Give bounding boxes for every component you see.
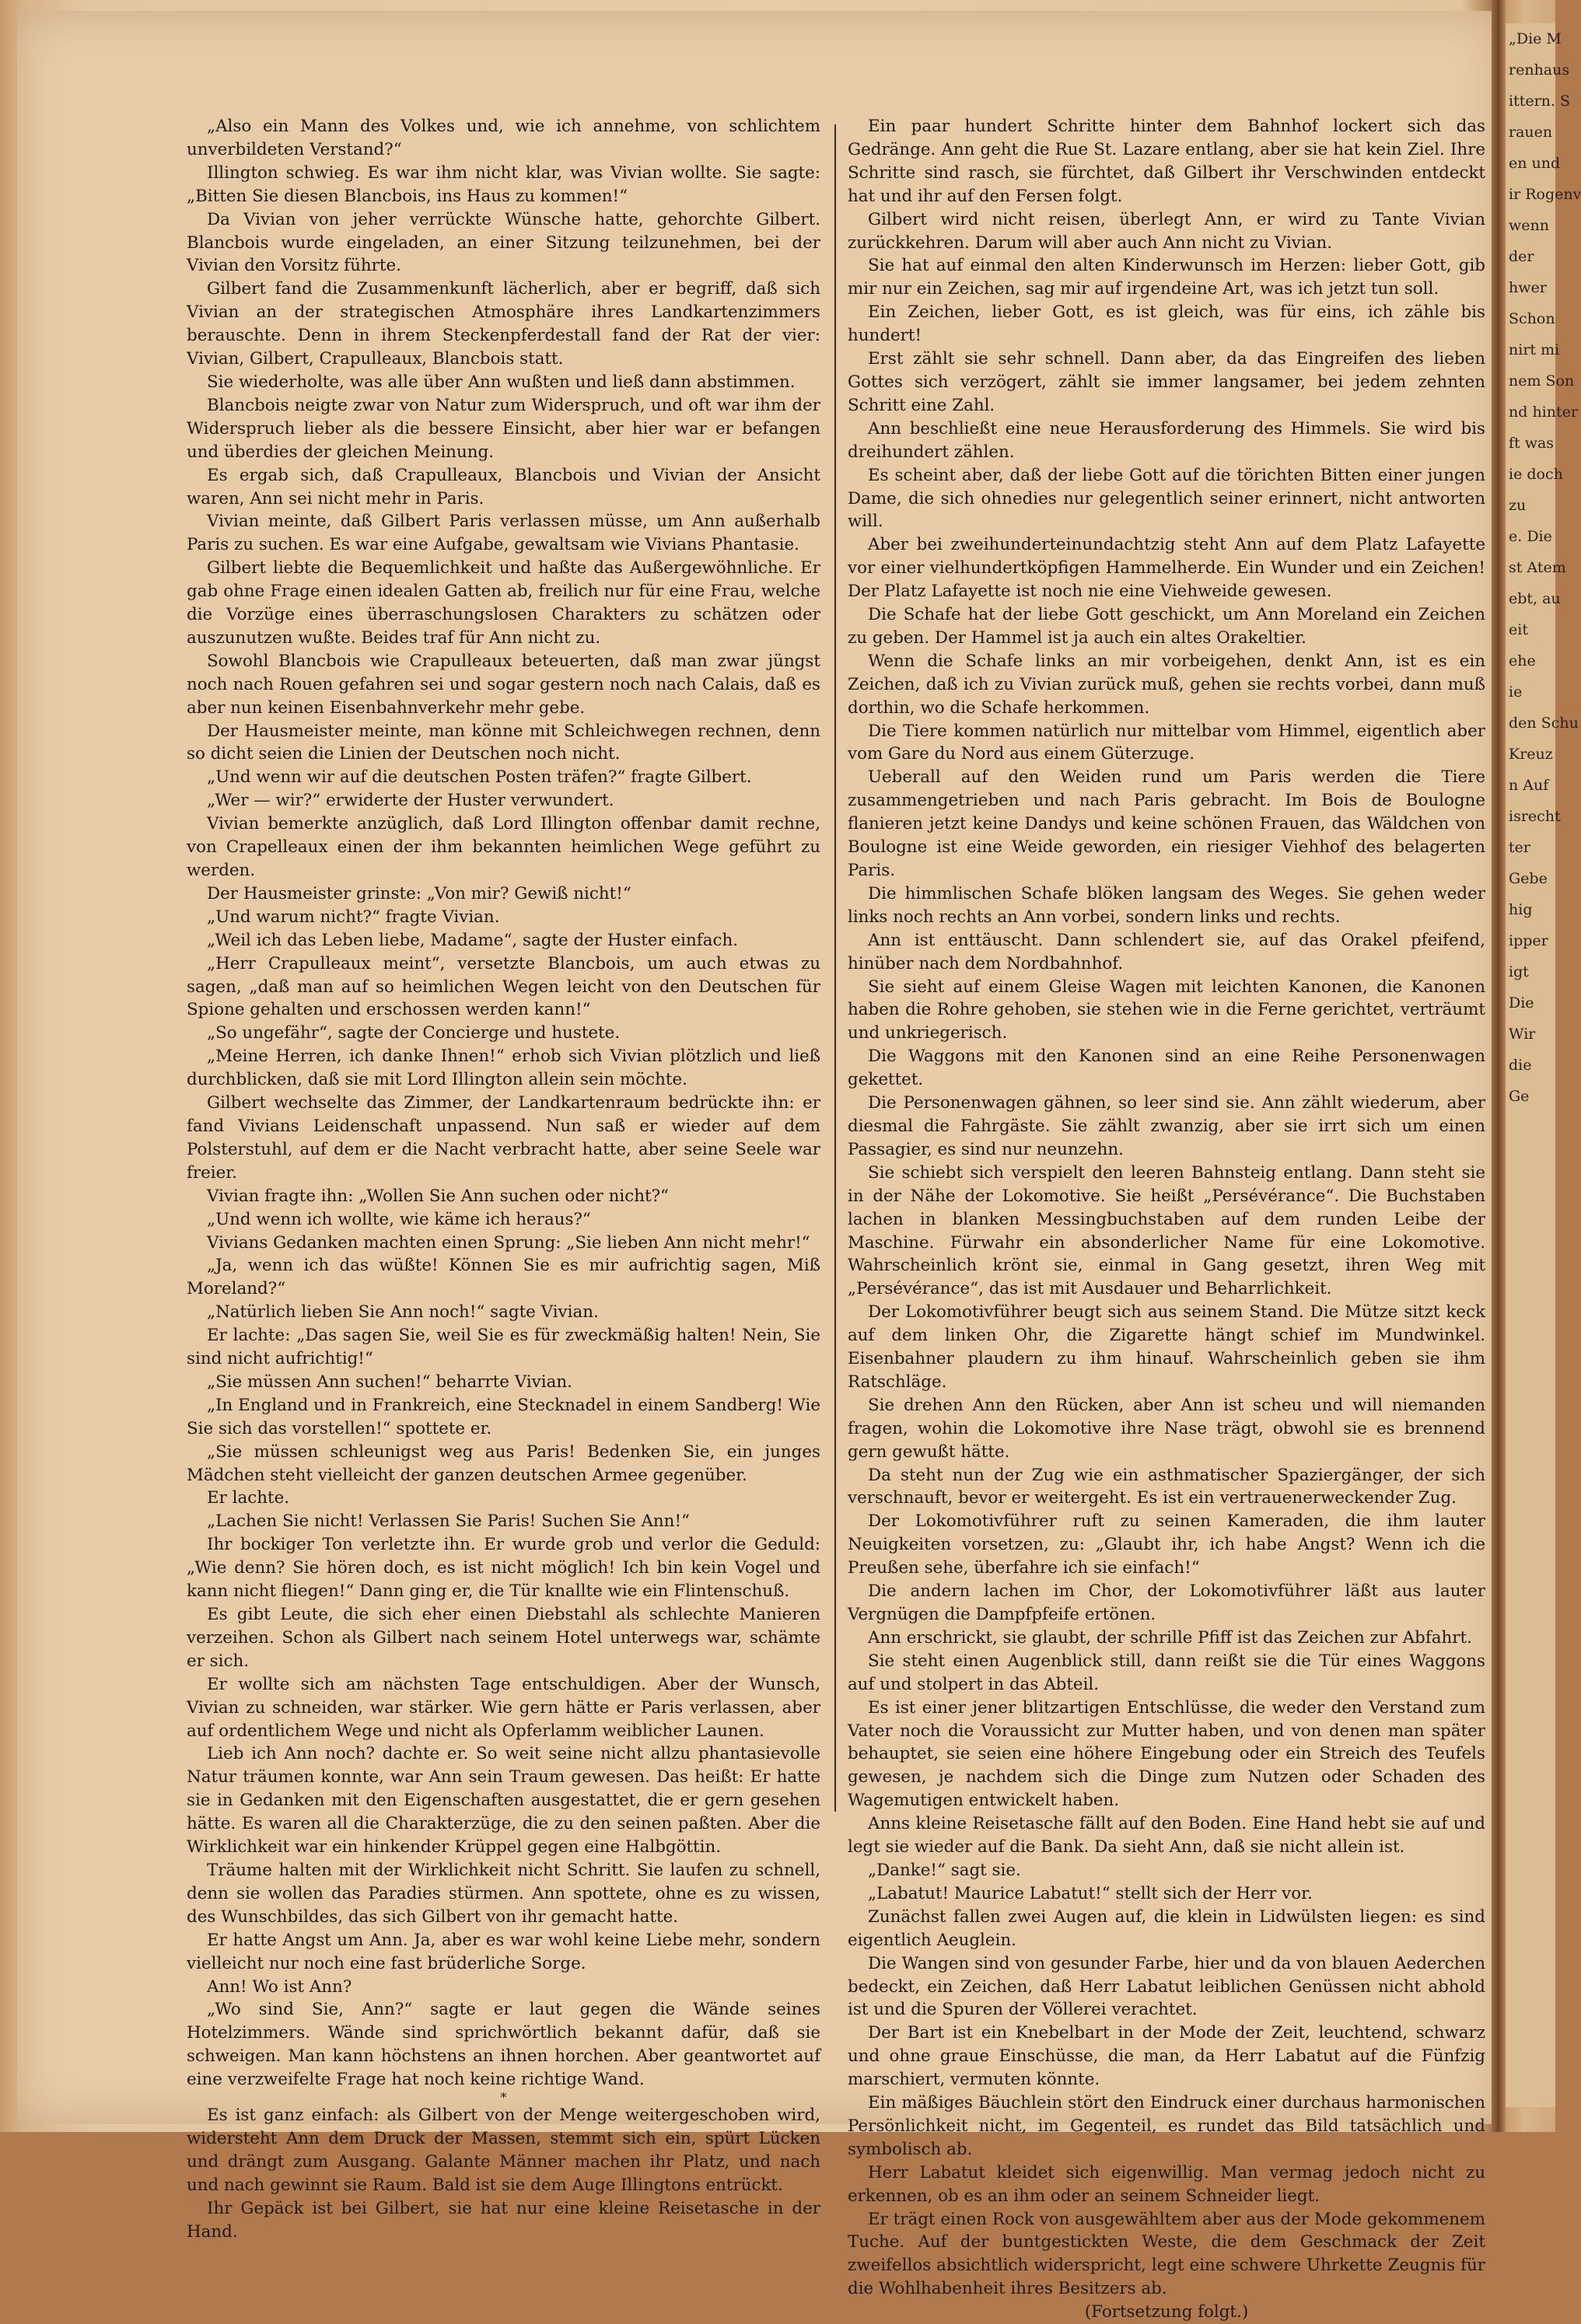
next-page-fragment: e. Die bbox=[1509, 528, 1552, 545]
next-page-fragment: renhaus bbox=[1509, 61, 1570, 79]
next-page-fragment: Gebe bbox=[1509, 870, 1548, 887]
paragraph: Die Tiere kommen natürlich nur mittelbar vom Himmel, eigentlich aber vom Gare du Nord aus einem Güterzuge. bbox=[848, 721, 1485, 764]
paragraph: Sie sieht auf einem Gleise Wagen mit leichten Kanonen, die Kanonen haben die Rohre gehoben, sie stehen wie in die Ferne gerichtet, verträumt und unkriegerisch. bbox=[848, 977, 1485, 1043]
paragraph: „Natürlich lieben Sie Ann noch!“ sagte Vivian. bbox=[207, 1302, 599, 1323]
paragraph: Er hatte Angst um Ann. Ja, aber es war wohl keine Liebe mehr, sondern vielleicht nur noch eine fast brüderliche Sorge. bbox=[187, 1930, 820, 1973]
paragraph: „Sie müssen Ann suchen!“ beharrte Vivian. bbox=[207, 1372, 572, 1392]
paragraph: Ann beschließt eine neue Herausforderung des Himmels. Sie wird bis dreihundert zählen. bbox=[848, 418, 1485, 462]
paragraph: „Lachen Sie nicht! Verlassen Sie Paris! Suchen Sie Ann!“ bbox=[207, 1511, 690, 1532]
paragraph: Ihr bockiger Ton verletzte ihn. Er wurde grob und verlor die Geduld: „Wie denn? Sie hören doch, es ist nicht möglich! Ich bin kein Vogel und kann nicht fliegen!“ Dann ging er, die Tür knallte wie ein Flintenschuß. bbox=[187, 1535, 820, 1602]
paragraph: Er lachte. bbox=[207, 1488, 290, 1508]
paragraph: Ein mäßiges Bäuchlein stört den Eindruck einer durchaus harmonischen Persönlichkeit nicht, im Gegenteil, es rundet das Bild tatsächlich und symbolisch ab. bbox=[848, 2093, 1485, 2159]
paragraph: Vivians Gedanken machten einen Sprung: „Sie lieben Ann nicht mehr!“ bbox=[207, 1232, 810, 1253]
paragraph: „Und warum nicht?“ fragte Vivian. bbox=[207, 907, 500, 927]
paragraph: Ihr Gepäck ist bei Gilbert, sie hat nur eine kleine Reisetasche in der Hand. bbox=[187, 2198, 820, 2242]
paragraph: „Wer — wir?“ erwiderte der Huster verwundert. bbox=[207, 791, 614, 811]
paragraph: Gilbert wird nicht reisen, überlegt Ann, er wird zu Tante Vivian zurückkehren. Darum will aber auch Ann nicht zu Vivian. bbox=[848, 209, 1485, 253]
paragraph: (Fortsetzung folgt.) bbox=[1084, 2302, 1249, 2322]
paragraph: Ein Zeichen, lieber Gott, es ist gleich, was für eins, ich zähle bis hundert! bbox=[848, 302, 1485, 346]
paragraph: „Sie müssen schleunigst weg aus Paris! Bedenken Sie, ein junges Mädchen steht vielleicht der ganzen deutschen Armee gegenüber. bbox=[187, 1442, 820, 1485]
paragraph: Ueberall auf den Weiden rund um Paris werden die Tiere zusammengetrieben und nach Paris gebracht. Im Bois de Boulogne flanieren jetzt keine Dandys und keine schönen Frauen, das Wäldchen von Boulogne ist eine Weide geworden, ein riesiger Viehhof des belagerten Paris. bbox=[848, 767, 1485, 880]
paragraph: Sie steht einen Augenblick still, dann reißt sie die Tür eines Waggons auf und stolpert in das Abteil. bbox=[848, 1651, 1485, 1694]
paragraph: Ann ist enttäuscht. Dann schlendert sie, auf das Orakel pfeifend, hinüber nach dem Nordbahnhof. bbox=[848, 930, 1485, 973]
next-page-fragment: nd hinter bbox=[1509, 404, 1578, 421]
next-page-fragment: rauen bbox=[1509, 124, 1553, 141]
paragraph: Blancbois neigte zwar von Natur zum Widerspruch, und oft war ihm der Widerspruch lieber als die bessere Einsicht, aber hier war er befangen und überdies der gleichen Meinung. bbox=[187, 395, 820, 462]
next-page-fragment: wenn bbox=[1509, 217, 1549, 234]
next-page-fragment: isrecht bbox=[1509, 808, 1561, 825]
paragraph: Erst zählt sie sehr schnell. Dann aber, da das Eingreifen des lieben Gottes sich verzögert, zählt sie immer langsamer, bei jedem zehnten Schritt eine Zahl. bbox=[848, 349, 1485, 415]
paragraph: Illington schwieg. Es war ihm nicht klar, was Vivian wollte. Sie sagte: „Bitten Sie diesen Blancbois, ins Haus zu kommen!“ bbox=[187, 163, 820, 206]
paragraph: Vivian meinte, daß Gilbert Paris verlassen müsse, um Ann außerhalb Paris zu suchen. Es war eine Aufgabe, gewaltsam wie Vivians Phantasie. bbox=[187, 512, 820, 555]
paragraph: Die Personenwagen gähnen, so leer sind sie. Ann zählt wiederum, aber diesmal die Fahrgäste. Sie zählt zwanzig, aber sie irrt sich um einen Passagier, es sind nur neunzehn. bbox=[848, 1093, 1485, 1159]
paragraph: Er lachte: „Das sagen Sie, weil Sie es für zweckmäßig halten! Nein, Sie sind nicht aufrichtig!“ bbox=[187, 1326, 820, 1369]
paragraph: Es ist ganz einfach: als Gilbert von der Menge weitergeschoben wird, widersteht Ann dem Druck der Massen, stemmt sich ein, spürt Lücken und drängt zum Ausgang. Galante Männer machen ihr Platz, und nach und nach gewinnt sie Raum. Bald ist sie dem Auge Illingtons entrückt. bbox=[187, 2106, 820, 2195]
next-page-fragment: n Auf bbox=[1509, 777, 1549, 794]
paragraph: Lieb ich Ann noch? dachte er. So weit seine nicht allzu phantasievolle Natur träumen konnte, war Ann sein Traum gewesen. Das heißt: Er hatte sie in Gedanken mit den Eigenschaften ausgestattet, die er gern gesehen hätte. Es waren all die Charakterzüge, die zu den seinen paßten. Aber die Wirklichkeit war ein hinkender Krüppel gegen eine Halbgöttin. bbox=[187, 1744, 820, 1857]
next-page-fragment: ie bbox=[1509, 683, 1523, 701]
paragraph: Die Schafe hat der liebe Gott geschickt, um Ann Moreland ein Zeichen zu geben. Der Hammel ist ja auch ein altes Orakeltier. bbox=[848, 605, 1485, 648]
next-page-fragment: eit bbox=[1509, 621, 1528, 638]
paragraph: Die andern lachen im Chor, der Lokomotivführer läßt aus lauter Vergnügen die Dampfpfeife ertönen. bbox=[848, 1581, 1485, 1624]
paragraph: Vivian fragte ihn: „Wollen Sie Ann suchen oder nicht?“ bbox=[207, 1186, 669, 1206]
paragraph: Es scheint aber, daß der liebe Gott auf die törichten Bitten einer jungen Dame, die sich ohnedies nur gelegentlich seiner erinnert, nicht antworten will. bbox=[848, 465, 1485, 532]
next-page-edge bbox=[1506, 23, 1581, 2107]
next-page-fragment: hig bbox=[1509, 901, 1533, 918]
paragraph: „Weil ich das Leben liebe, Madame“, sagte der Huster einfach. bbox=[207, 930, 739, 950]
next-page-fragment: Kreuz bbox=[1509, 746, 1553, 763]
paragraph: Anns kleine Reisetasche fällt auf den Boden. Eine Hand hebt sie auf und legt sie wieder auf die Bank. Da sieht Ann, daß sie nicht allein ist. bbox=[848, 1814, 1485, 1857]
paragraph: Der Hausmeister grinste: „Von mir? Gewiß nicht!“ bbox=[207, 883, 631, 903]
paragraph: Wenn die Schafe links an mir vorbeigehen, denkt Ann, ist es ein Zeichen, daß ich zu Vivian zurück muß, gehen sie rechts vorbei, dann muß dorthin, wo die Schafe herkommen. bbox=[848, 651, 1485, 718]
paragraph: Vivian bemerkte anzüglich, daß Lord Illington offenbar damit rechne, von Crapelleaux einen der ihm bekannten heimlichen Wege geführt zu werden. bbox=[187, 814, 820, 880]
paragraph: Die Wangen sind von gesunder Farbe, hier und da von blauen Aederchen bedeckt, ein Zeichen, daß Herr Labatut leiblichen Genüssen nicht abhold ist und die Spuren der Völlerei verachtet. bbox=[848, 1953, 1485, 2020]
next-page-fragment: Wir bbox=[1509, 1026, 1536, 1043]
paragraph: „In England und in Frankreich, eine Stecknadel in einem Sandberg! Wie Sie sich das vorstellen!“ spottete er. bbox=[187, 1395, 820, 1438]
paragraph: Herr Labatut kleidet sich eigenwillig. Man vermag jedoch nicht zu erkennen, ob es an ihm oder an seinem Schneider liegt. bbox=[848, 2162, 1485, 2206]
paragraph: „So ungefähr“, sagte der Concierge und hustete. bbox=[207, 1023, 621, 1043]
paragraph: Sie schiebt sich verspielt den leeren Bahnsteig entlang. Dann steht sie in der Nähe der Lokomotive. Sie heißt „Persévérance“. Die Buchstaben lachen in blanken Messingbuchstaben auf dem runden Leibe der Maschine. Fürwahr ein absonderlicher Name für eine Lokomotive. Wahrscheinlich krönt sie, einmal in Gang gesetzt, ihren Weg mit „Persévérance“, das ist mit Ausdauer und Beharrlichkeit. bbox=[848, 1162, 1485, 1299]
paragraph: Es ergab sich, daß Crapulleaux, Blancbois und Vivian der Ansicht waren, Ann sei nicht mehr in Paris. bbox=[187, 465, 820, 508]
paragraph: Der Bart ist ein Knebelbart in der Mode der Zeit, leuchtend, schwarz und ohne graue Einschüsse, die man, da Herr Labatut auf die Fünfzig marschiert, vermuten könnte. bbox=[848, 2023, 1485, 2090]
paragraph: Gilbert fand die Zusammenkunft lächerlich, aber er begriff, daß sich Vivian an der strategischen Atmosphäre ihres Landkartenzimmers berauschte. Denn in ihrem Steckenpferdestall fand der Rat der vier: Vivian, Gilbert, Crapulleaux, Blancbois statt. bbox=[187, 279, 820, 369]
paragraph: „Und wenn ich wollte, wie käme ich heraus?“ bbox=[207, 1209, 591, 1229]
paragraph: Zunächst fallen zwei Augen auf, die klein in Lidwülsten liegen: es sind eigentlich Aeuglein. bbox=[848, 1906, 1485, 1950]
paragraph: Sie hat auf einmal den alten Kinderwunsch im Herzen: lieber Gott, gib mir nur ein Zeichen, sag mir auf irgendeine Art, was ich jetzt tun soll. bbox=[848, 256, 1485, 299]
next-page-fragment: nirt mi bbox=[1509, 341, 1560, 358]
paragraph: Da steht nun der Zug wie ein asthmatischer Spaziergänger, der sich verschnauft, bevor er weitergeht. Es ist ein vertrauenerweckender Zug. bbox=[848, 1465, 1485, 1508]
paragraph: „Danke!“ sagt sie. bbox=[868, 1860, 1021, 1880]
next-page-fragment: Ge bbox=[1509, 1088, 1530, 1105]
next-page-fragment: „Die M bbox=[1509, 30, 1562, 47]
next-page-fragment: ft was bbox=[1509, 435, 1555, 452]
next-page-fragment: Die bbox=[1509, 994, 1534, 1012]
next-page-fragment: ipper bbox=[1509, 932, 1548, 949]
paragraph: Es ist einer jener blitzartigen Entschlüsse, die weder den Verstand zum Vater noch die Voraussicht zur Mutter haben, und von denen man später behauptet, sie seien eine höhere Eingebung oder ein Streich des Teufels gewesen, je nachdem sich die Dinge zum Nutzen oder Schaden des Wagemutigen entwickelt haben. bbox=[848, 1697, 1485, 1811]
paragraph: „Wo sind Sie, Ann?“ sagte er laut gegen die Wände seines Hotelzimmers. Wände sind sprichwörtlich bekannt dafür, daß sie schweigen. Man kann höchstens an ihnen horchen. Aber geantwortet auf eine verzweifelte Frage hat noch keine richtige Wand. bbox=[187, 2000, 820, 2090]
right-column bbox=[848, 115, 1485, 2324]
paragraph: „Labatut! Maurice Labatut!“ stellt sich der Herr vor. bbox=[868, 1883, 1313, 1903]
next-page-fragment: st Atem bbox=[1509, 559, 1566, 576]
paragraph: Der Lokomotivführer beugt sich aus seinem Stand. Die Mütze sitzt keck auf dem linken Ohr, die Zigarette hängt schief im Mundwinkel. Eisenbahner plaudern zu ihm hinauf. Wahrscheinlich geben sie ihm Ratschläge. bbox=[848, 1302, 1485, 1392]
paragraph: * bbox=[500, 2090, 507, 2106]
paragraph: Sie drehen Ann den Rücken, aber Ann ist scheu und will niemanden fragen, wohin die Lokomotive ihre Nase trägt, obwohl sie es brennend gern gewußt hätte. bbox=[848, 1395, 1485, 1462]
next-page-fragment: en und bbox=[1509, 155, 1561, 172]
paragraph: Der Hausmeister meinte, man könne mit Schleichwegen rechnen, denn so dicht seien die Linien der Deutschen noch nicht. bbox=[187, 721, 820, 764]
next-page-fragment: ebt, au bbox=[1509, 590, 1561, 607]
next-page-fragment: den Schu bbox=[1509, 715, 1579, 732]
book-gutter bbox=[1492, 0, 1506, 2132]
paragraph: Sie wiederholte, was alle über Ann wußten und ließ dann abstimmen. bbox=[207, 372, 796, 392]
paragraph: „Herr Crapulleaux meint“, versetzte Blancbois, um auch etwas zu sagen, „daß man auf so heimlichen Wegen leicht von den Deutschen für Spione gehalten und erschossen werden kann!“ bbox=[187, 953, 820, 1020]
next-page-fragment: ter bbox=[1509, 839, 1530, 856]
paragraph: Sowohl Blancbois wie Crapulleaux beteuerten, daß man zwar jüngst noch nach Rouen gefahren sei und sogar gestern noch nach Calais, daß es aber nun keinen Eisenbahnverkehr mehr gebe. bbox=[187, 651, 820, 718]
paragraph: Ann erschrickt, sie glaubt, der schrille Pfiff ist das Zeichen zur Abfahrt. bbox=[868, 1627, 1472, 1648]
paragraph: Er wollte sich am nächsten Tage entschuldigen. Aber der Wunsch, Vivian zu schneiden, war stärker. Wie gern hätte er Paris verlassen, aber auf ordentlichem Wege und nicht als Opferlamm weiblicher Launen. bbox=[187, 1674, 820, 1741]
paragraph: Aber bei zweihunderteinundachtzig steht Ann auf dem Platz Lafayette vor einer vielhundertköpfigen Hammelherde. Ein Wunder und ein Zeichen! Der Platz Lafayette ist noch nie eine Viehweide gewesen. bbox=[848, 535, 1485, 602]
paragraph: Ann! Wo ist Ann? bbox=[207, 1976, 352, 1997]
next-page-fragment: zu bbox=[1509, 497, 1527, 514]
next-page-fragment: hwer bbox=[1509, 279, 1547, 296]
next-page-fragment: ehe bbox=[1509, 652, 1536, 669]
paragraph: Da Vivian von jeher verrückte Wünsche hatte, gehorchte Gilbert. Blancbois wurde eingeladen, an einer Sitzung teilzunehmen, bei der Vivian den Vorsitz führte. bbox=[187, 209, 820, 276]
paragraph: Gilbert wechselte das Zimmer, der Landkartenraum bedrückte ihn: er fand Vivians Leidenschaft unpassend. Nun saß er wieder auf dem Polsterstuhl, auf dem er die Nacht verbracht hatte, aber seine Seele war freier. bbox=[187, 1093, 820, 1183]
paragraph: „Meine Herren, ich danke Ihnen!“ erhob sich Vivian plötzlich und ließ durchblicken, daß sie mit Lord Illington allein sein möchte. bbox=[187, 1047, 820, 1090]
next-page-fragment: der bbox=[1509, 248, 1534, 265]
next-page-fragment: igt bbox=[1509, 963, 1529, 980]
next-page-fragment: die bbox=[1509, 1057, 1532, 1074]
paragraph: Träume halten mit der Wirklichkeit nicht Schritt. Sie laufen zu schnell, denn sie wollen das Paradies stürmen. Ann spottete, ohne es zu wissen, des Wunschbildes, das sich Gilbert von ihr gemacht hatte. bbox=[187, 1860, 820, 1927]
paragraph: Ein paar hundert Schritte hinter dem Bahnhof lockert sich das Gedränge. Ann geht die Rue St. Lazare entlang, aber sie hat kein Ziel. Ihre Schritte sind rasch, sie fürchtet, daß Gilbert ihr Verschwinden entdeckt hat und ihr auf den Fersen folgt. bbox=[848, 117, 1485, 206]
paragraph: „Ja, wenn ich das wüßte! Können Sie es mir aufrichtig sagen, Miß Moreland?“ bbox=[187, 1256, 820, 1299]
paragraph: Es gibt Leute, die sich eher einen Diebstahl als schlechte Manieren verzeihen. Schon als Gilbert nach seinem Hotel unterwegs war, schämte er sich. bbox=[187, 1605, 820, 1671]
paragraph: Der Lokomotivführer ruft zu seinen Kameraden, die ihm lauter Neuigkeiten vorsetzen, zu: „Glaubt ihr, ich habe Angst? Wenn ich die Preußen sehe, überfahre ich sie einfach!“ bbox=[848, 1511, 1485, 1578]
next-page-fragment: Schon bbox=[1509, 310, 1555, 327]
paragraph: „Und wenn wir auf die deutschen Posten träfen?“ fragte Gilbert. bbox=[207, 767, 752, 788]
paragraph: Die Waggons mit den Kanonen sind an eine Reihe Personenwagen gekettet. bbox=[848, 1047, 1485, 1090]
paragraph: Die himmlischen Schafe blöken langsam des Weges. Sie gehen weder links noch rechts an Ann vorbei, sondern links und rechts. bbox=[848, 883, 1485, 927]
paragraph: „Also ein Mann des Volkes und, wie ich annehme, von schlichtem unverbildeten Verstand?“ bbox=[187, 117, 820, 159]
next-page-fragment: ie doch bbox=[1509, 466, 1563, 483]
paragraph: Er trägt einen Rock von ausgewähltem aber aus der Mode gekommenem Tuche. Auf der buntgestickten Weste, die dem Geschmack der Zeit zweifellos absichtlich widerspricht, legt eine schwere Uhrkette Zeugnis für die Wohlhabenheit ihres Besitzers ab. bbox=[848, 2209, 1485, 2299]
next-page-fragment: ittern. S bbox=[1509, 93, 1571, 110]
paragraph: Gilbert liebte die Bequemlichkeit und haßte das Außergewöhnliche. Er gab ohne Frage einen idealen Gatten ab, freilich nur für eine Frau, welche die Vorzüge eines überraschungslosen Charakters zu schätzen oder auszunutzen wußte. Beides traf für Ann nicht zu. bbox=[187, 558, 820, 648]
left-column bbox=[187, 115, 820, 2243]
next-page-fragment: ir Rogenv bbox=[1509, 186, 1581, 203]
column-divider bbox=[834, 124, 836, 1812]
next-page-fragment: nem Son bbox=[1509, 372, 1575, 390]
